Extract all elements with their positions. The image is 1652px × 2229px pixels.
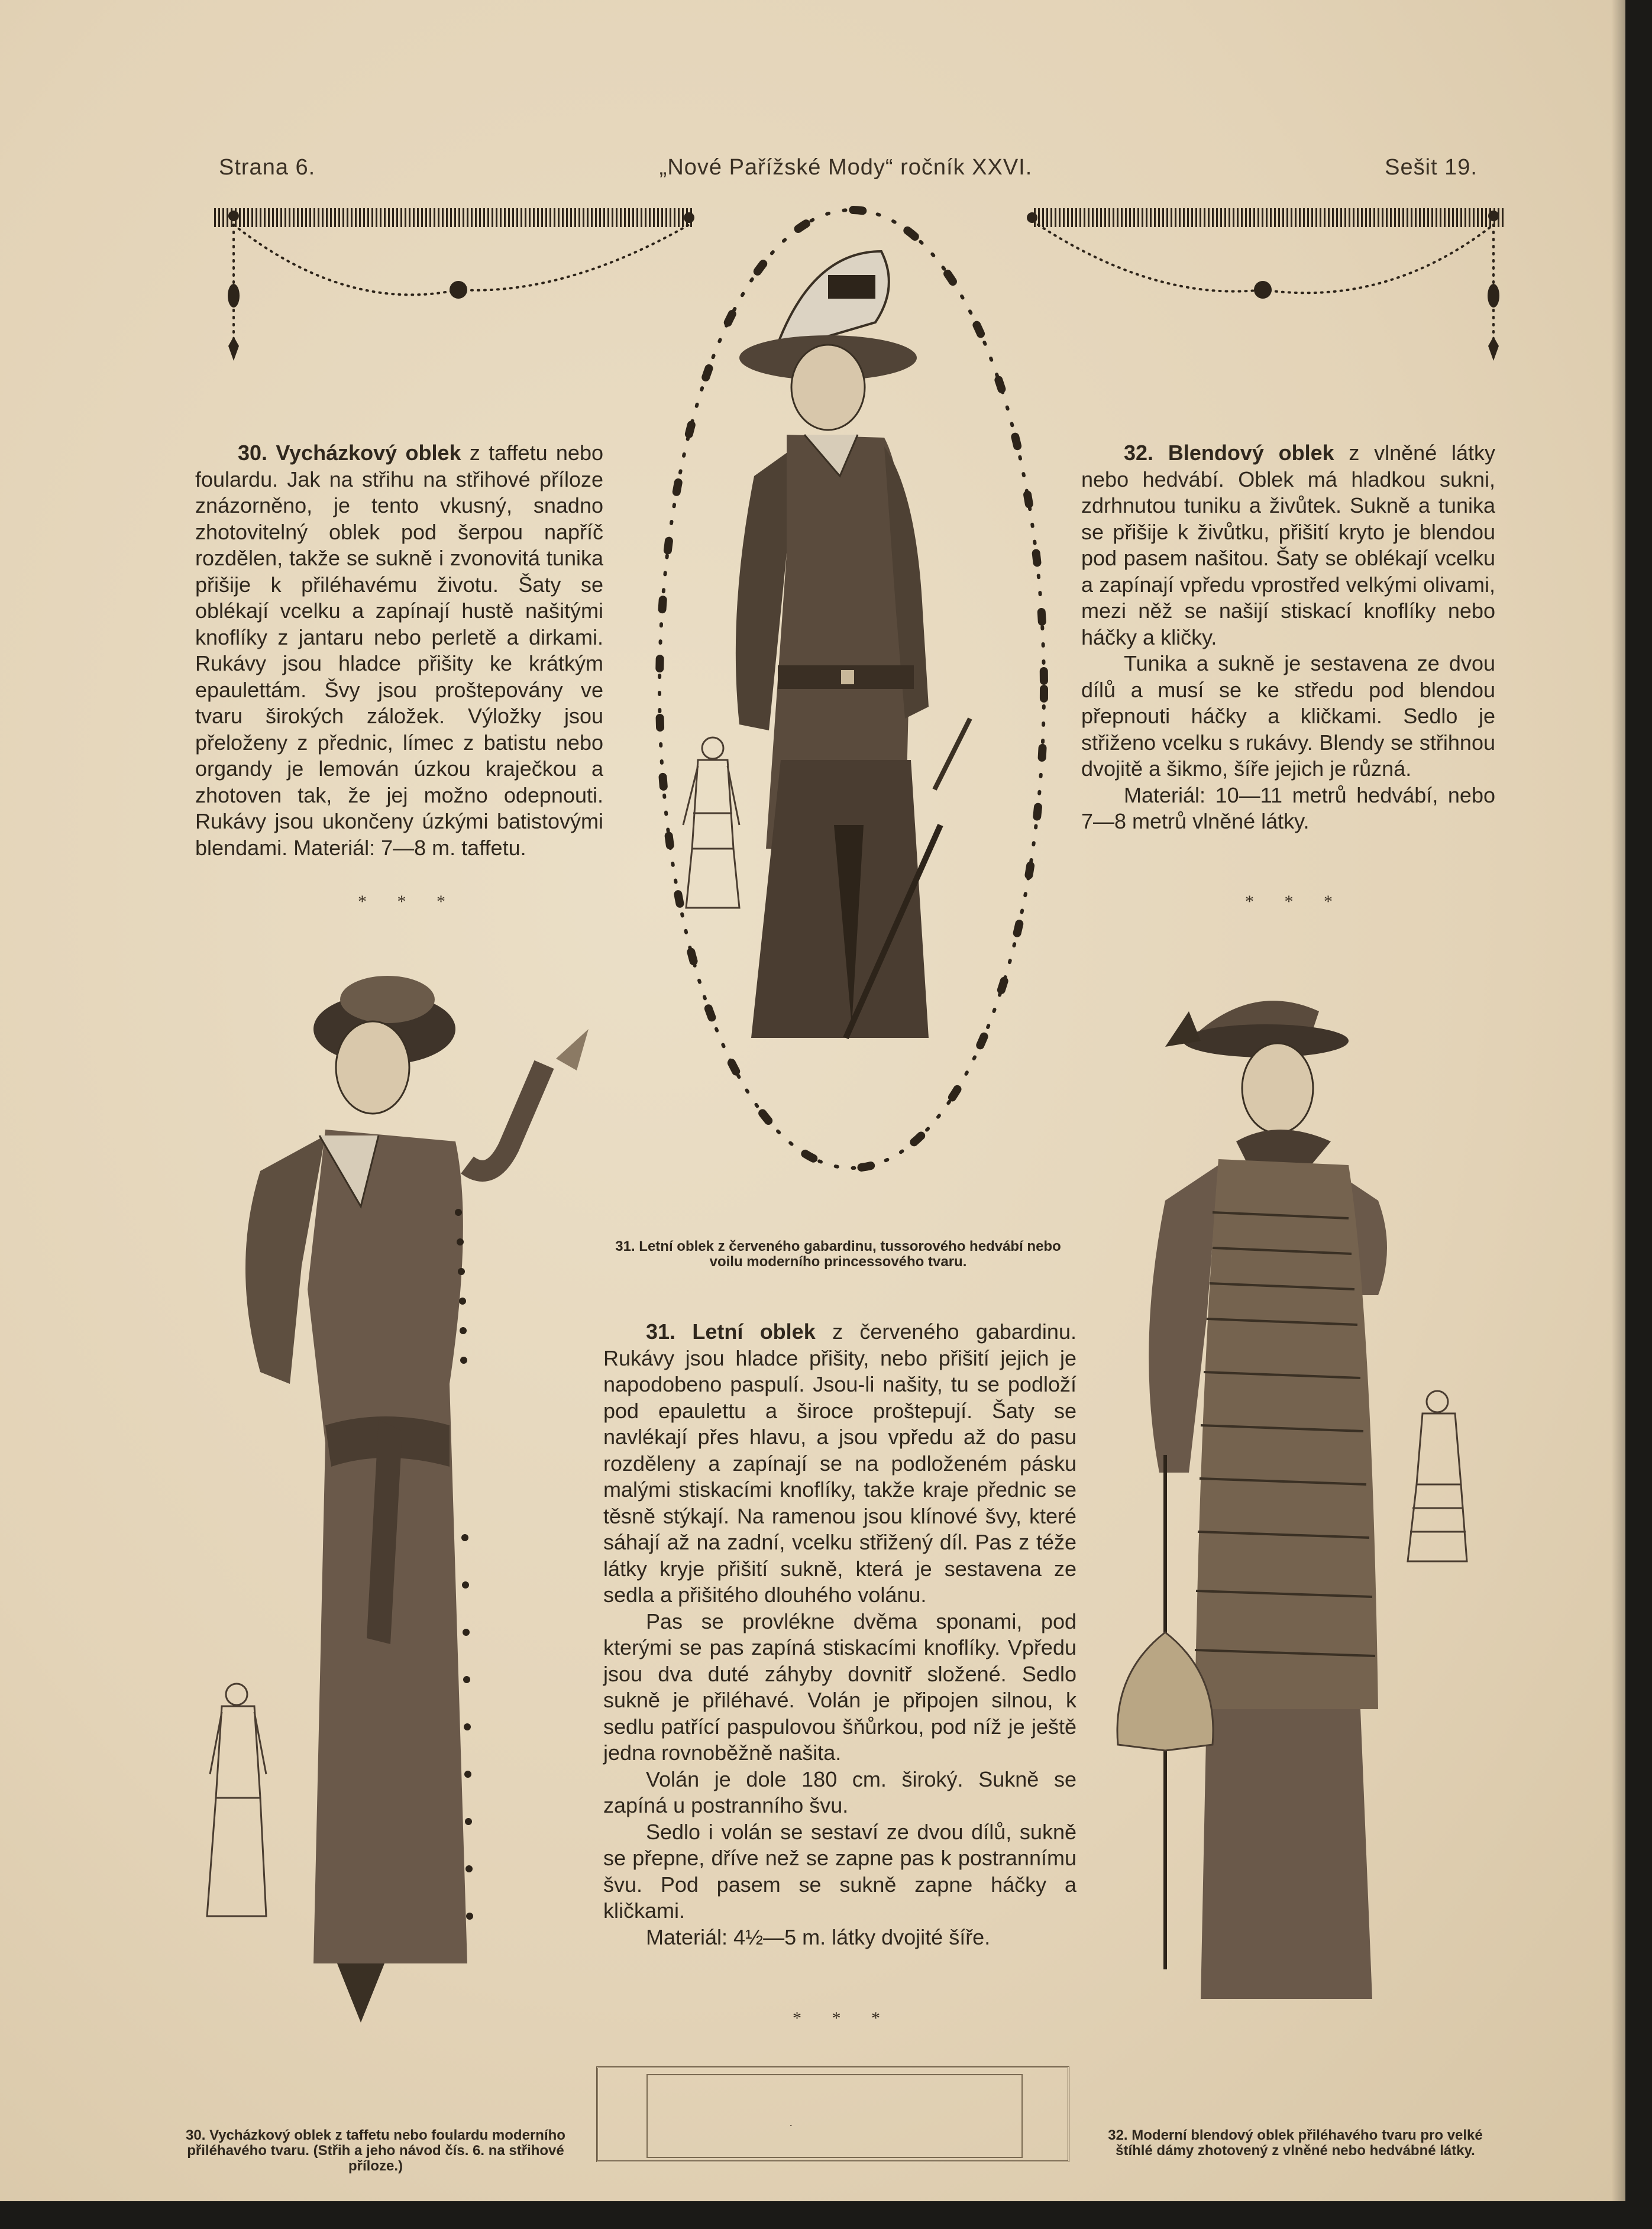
article-32-paragraph-2: Tunika a sukně je sestavena ze dvou dílů a musí se ke středu pod blendou přepnouti háčky a kličkami. Sedlo je střiženo vcelku s rukávy. Blendy se střihnou dvojitě a šikmo, šíře jejich je různá.: [1081, 651, 1495, 781]
page-number: Strana 6.: [219, 155, 316, 180]
figure-30-back-view-sketch: [207, 1684, 266, 1916]
article-31-paragraph-2: Pas se provlékne dvěma sponami, pod kterými se pas zapíná stiskacími knoflíky. Vpředu jsou dva duté záhyby dovnitř složené. Sedlo sukně je přiléhavé. Volán je připojen silnou, k sedlu patřící paspulovou šňůrkou, pod níž je ještě jedna rovnoběžně našita.: [603, 1609, 1076, 1765]
article-31-paragraph-1: [603, 1319, 1076, 1609]
article-31-paragraph-4: Sedlo i volán se sestaví ze dvou dílů, sukně se přepne, dříve než se zapne pas k postrannímu švu. Pod pasem se sukně zapne háčky a kličkami.: [603, 1819, 1076, 1923]
article-32-body-1: z vlněné látky nebo hedvábí. Oblek má hladkou sukni, zdrhnutou tuniku a živůtek. Sukně a tunika se přišije k živůtku, přišití kryto je blendou pod pasem našitou. Šaty se oblékají vcelku a zapínají vpředu vprostřed velkými olivami, mezi něž se našijí stiskací knoflíky nebo háčky a kličky.: [1081, 441, 1495, 649]
figure-32-lady-illustration: [1100, 964, 1502, 2076]
figure-31-back-view-sketch: [683, 737, 739, 908]
article-31-text: [603, 1319, 1076, 1950]
article-31-number: 31.: [646, 1319, 676, 1344]
stamp-box-inner: [646, 2074, 1023, 2158]
article-32-title: Blendový oblek: [1168, 441, 1334, 465]
stamp-box-mark: .: [790, 2117, 793, 2128]
article-32-paragraph-1: [1081, 440, 1495, 651]
article-30-stars: * * *: [358, 892, 458, 911]
article-32-paragraph-3: Materiál: 10—11 metrů hedvábí, nebo 7—8 metrů vlněné látky.: [1081, 782, 1495, 833]
article-31-title: Letní oblek: [692, 1319, 816, 1344]
article-31-stars: * * *: [793, 2008, 893, 2028]
article-32-number: 32.: [1124, 441, 1154, 465]
article-31-paragraph-3: Volán je dole 180 cm. široký. Sukně se zapíná u postranního švu.: [603, 1767, 1076, 1817]
article-30-number: 30.: [238, 441, 268, 465]
figure-31-caption: 31. Letní oblek z červeného gabardinu, tussorového hedvábí nebo voilu moderního princessového tvaru.: [615, 1238, 1061, 1270]
article-31-body-1: z červeného gabardinu. Rukávy jsou hladce přišity, nebo přišití jejich je napodobeno paspulí. Jsou-li našity, tu se podloží pod epaulettu a široce proštepují. Šaty se navlékají přes hlavu, a jsou vpředu až do pasu rozděleny a zapínají se na podloženém pásku malými stiskacími knoflíky, takže kraje přednic se těsně stýkají. Na ramenou jsou klínové švy, které sáhají až na zadní, vcelku střižený díl. Pas z téže látky kryje přišití sukně, která je sestavena ze sedla a přišitého dlouhého volánu.: [603, 1319, 1076, 1607]
article-30-title: Vycházkový oblek: [276, 441, 461, 465]
figure-30-caption: 30. Vycházkový oblek z taffetu nebo foulardu moderního přiléhavého tvaru. (Střih a jeho návod čís. 6. na střihové příloze.): [186, 2127, 565, 2174]
article-32-text: [1081, 440, 1495, 835]
article-30-text: [195, 440, 603, 861]
article-31-paragraph-5: Materiál: 4½—5 m. látky dvojité šíře.: [646, 1924, 991, 1949]
figure-30-lady-illustration: [189, 958, 615, 2082]
page-edge-shadow: [1611, 0, 1625, 2201]
oval-frame-figure-31: [651, 198, 1065, 1192]
issue-number: Sešit 19.: [1385, 155, 1478, 180]
article-30-paragraph: [195, 440, 603, 861]
figure-31-lady-illustration: [736, 251, 970, 1038]
magazine-title: „Nové Pařížské Mody“ ročník XXVI.: [659, 155, 1033, 180]
figure-32-caption: 32. Moderní blendový oblek přiléhavého tvaru pro velké štíhlé dámy zhotovený z vlněné nebo hedvábné látky.: [1108, 2127, 1483, 2159]
stamp-box: [596, 2066, 1069, 2162]
figure-32-back-view-sketch: [1408, 1391, 1467, 1561]
article-32-stars: * * *: [1245, 892, 1346, 911]
article-30-body: z taffetu nebo foulardu. Jak na střihu na střihové příloze znázorněno, je tento vkusný, snadno zhotovitelný oblek pod šerpou napříč rozdělen, takže se sukně i zvonovitá tunika přišije k přiléhavému životu. Šaty se oblékají vcelku a zapínají hustě našitými knoflíky z jantaru nebo perletě a dirkami. Rukávy jsou hladce přišity ke krátkým epaulettám. Švy jsou proštepovány ve tvaru širokých záložek. Výložky jsou přeloženy z přednic, límec z batistu nebo organdy je lemován úzkou kraječkou a zhotoven tak, že jej možno odepnouti. Rukávy jsou ukončeny úzkými batistovými blendami. Materiál: 7—8 m. taffetu.: [195, 441, 603, 860]
